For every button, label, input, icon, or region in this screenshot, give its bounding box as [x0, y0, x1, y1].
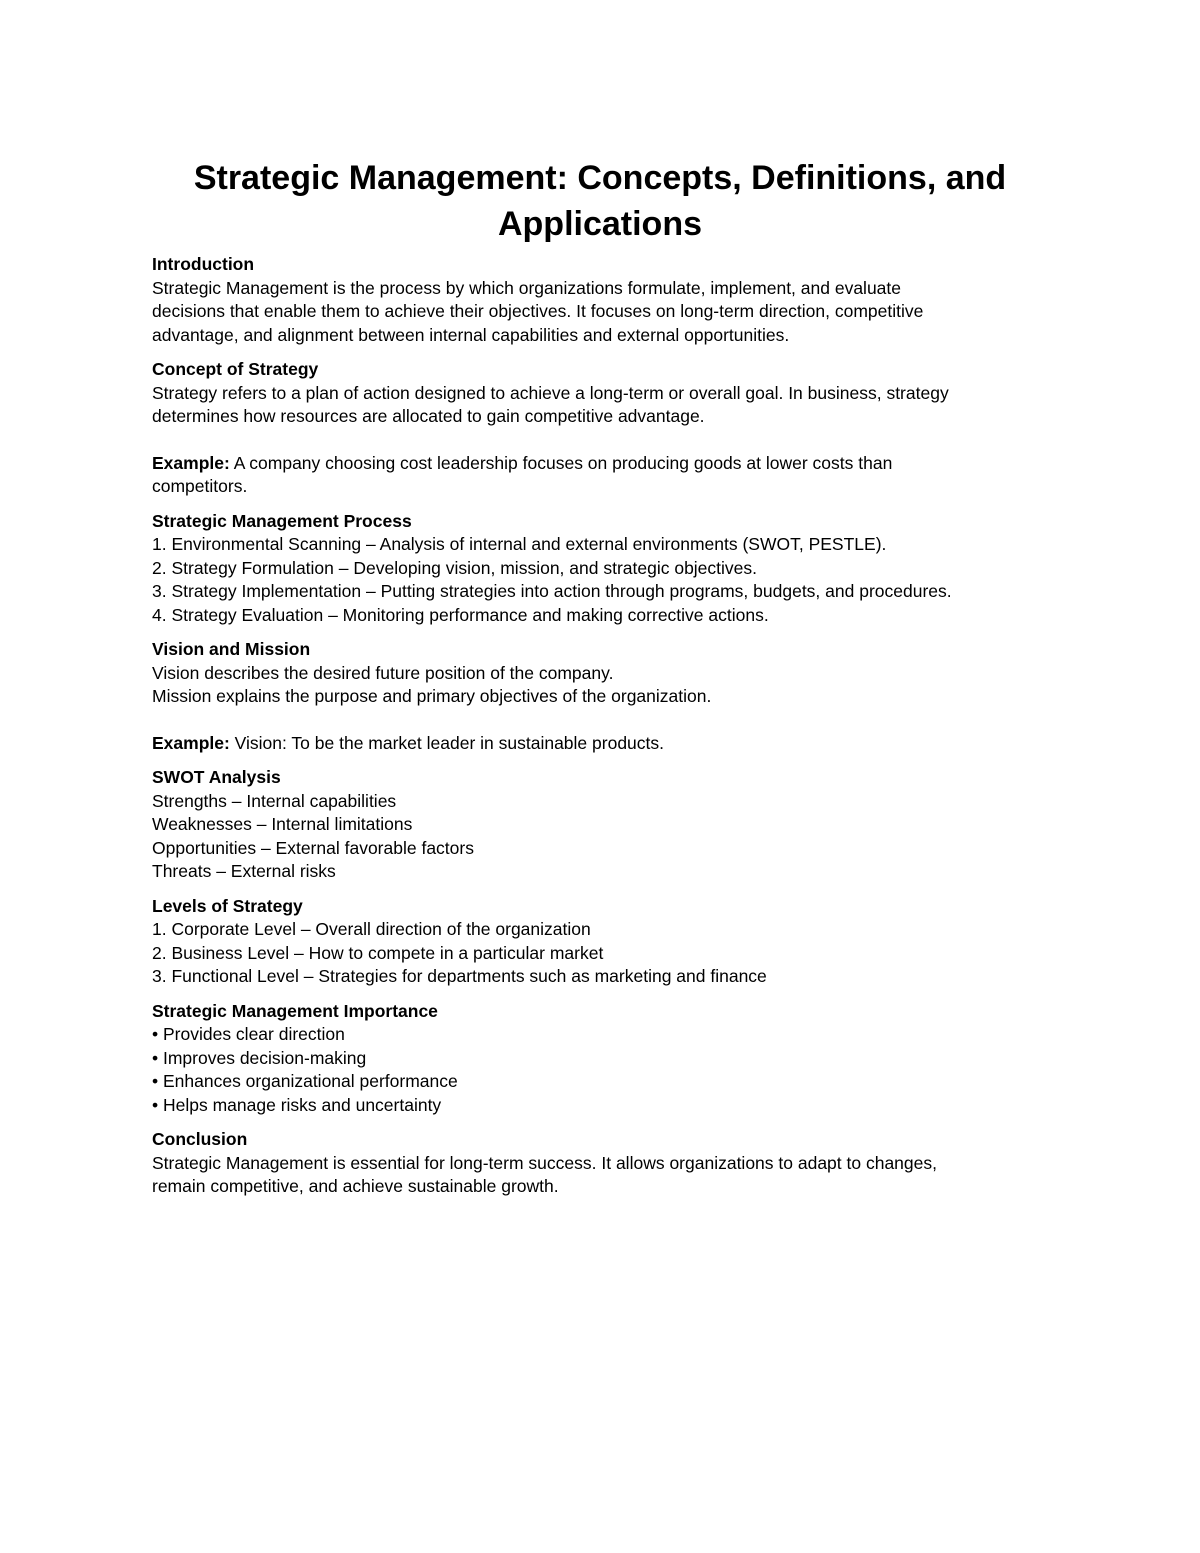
list-item: 2. Business Level – How to compete in a particular market: [152, 942, 604, 963]
list-item: 2. Strategy Formulation – Developing vision, mission, and strategic objectives.: [152, 557, 758, 578]
example-line: competitors.: [152, 476, 248, 496]
section-heading: Strategic Management Importance: [152, 1000, 438, 1021]
paragraph-line: Strategic Management is essential for long-term success. It allows organizations to adapt to changes,: [152, 1152, 937, 1173]
example-text: Vision: To be the market leader in sustainable products.: [229, 732, 665, 753]
paragraph-line: determines how resources are allocated to gain competitive advantage.: [152, 406, 705, 426]
paragraph-line: Strategy refers to a plan of action designed to achieve a long-term or overall goal. In business, strategy: [152, 382, 949, 403]
paragraph-line: decisions that enable them to achieve their objectives. It focuses on long-term direction, competitive: [152, 301, 924, 321]
list-item: 3. Functional Level – Strategies for departments such as marketing and finance: [152, 966, 767, 986]
list-item: 3. Strategy Implementation – Putting strategies into action through programs, budgets, and procedures.: [152, 581, 952, 601]
list-item: 1. Corporate Level – Overall direction of the organization: [152, 919, 591, 939]
paragraph-line: remain competitive, and achieve sustainable growth.: [152, 1176, 559, 1196]
example-line: [152, 452, 1072, 476]
section-heading: Vision and Mission: [152, 639, 311, 659]
example-label: Example:: [152, 452, 230, 473]
example-block: [152, 732, 1072, 756]
list-item: Opportunities – External favorable factors: [152, 837, 474, 858]
section-heading: Conclusion: [152, 1129, 248, 1149]
section-heading: Levels of Strategy: [152, 895, 303, 916]
bullet-item: • Enhances organizational performance: [152, 1071, 458, 1091]
example-line: [152, 732, 1072, 756]
list-item: 4. Strategy Evaluation – Monitoring performance and making corrective actions.: [152, 604, 769, 625]
list-item: Threats – External risks: [152, 861, 336, 881]
example-label: Example:: [152, 732, 230, 753]
bullet-item: • Improves decision-making: [152, 1047, 367, 1068]
paragraph-line: Strategic Management is the process by which organizations formulate, implement, and evaluate: [152, 277, 902, 298]
section-conclusion: [152, 1128, 1072, 1199]
section-heading: SWOT Analysis: [152, 767, 281, 787]
section-strategic-management-importance: [152, 1000, 1072, 1118]
list-item: 1. Environmental Scanning – Analysis of internal and external environments (SWOT, PESTLE).: [152, 534, 887, 554]
list-item: Weaknesses – Internal limitations: [152, 814, 413, 834]
section-concept-of-strategy: [152, 358, 1072, 499]
paragraph-line: advantage, and alignment between internal capabilities and external opportunities.: [152, 324, 790, 345]
section-strategic-management-process: [152, 510, 1072, 628]
list-item: Strengths – Internal capabilities: [152, 790, 397, 811]
document-body: [152, 253, 1072, 1210]
section-introduction: [152, 253, 1072, 347]
bullet-item: • Helps manage risks and uncertainty: [152, 1094, 442, 1115]
section-vision-and-mission: [152, 638, 1072, 755]
section-heading: Strategic Management Process: [152, 510, 412, 531]
example-text: A company choosing cost leadership focuses on producing goods at lower costs than: [229, 452, 893, 473]
document-title: Strategic Management: Concepts, Definitions, and Applications: [193, 159, 1007, 243]
section-swot-analysis: [152, 766, 1072, 884]
section-heading: Concept of Strategy: [152, 359, 319, 379]
paragraph-line: Vision describes the desired future position of the company.: [152, 662, 614, 683]
bullet-item: • Provides clear direction: [152, 1024, 345, 1044]
section-levels-of-strategy: [152, 895, 1072, 989]
example-block: [152, 452, 1072, 499]
paragraph-line: Mission explains the purpose and primary objectives of the organization.: [152, 686, 712, 706]
section-heading: Introduction: [152, 254, 255, 274]
